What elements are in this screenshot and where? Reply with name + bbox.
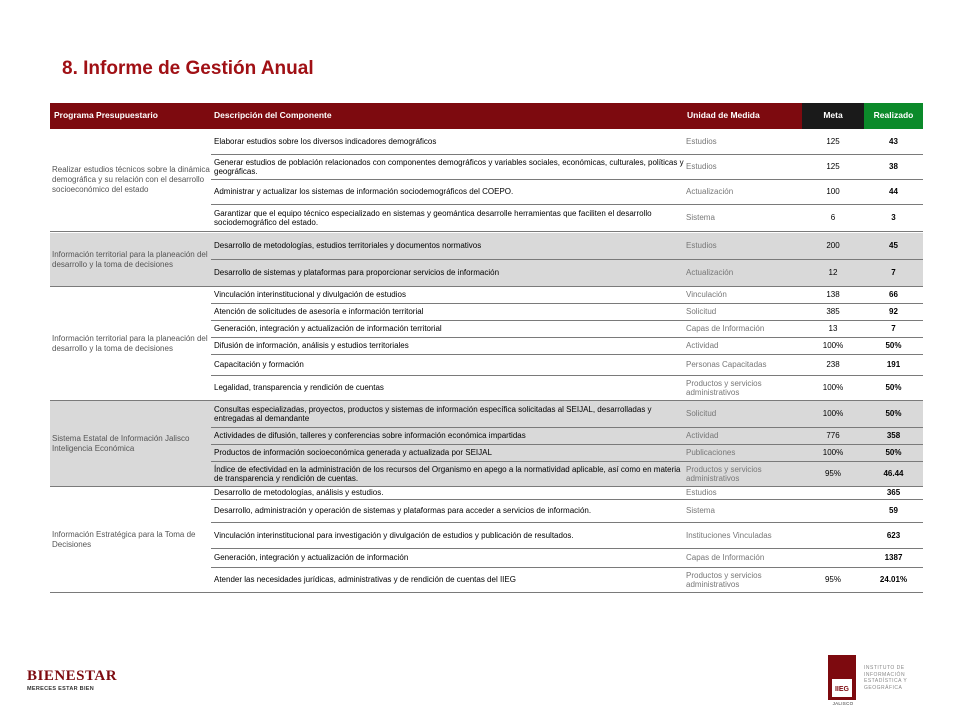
meta-value [802, 500, 864, 523]
component-description: Atención de solicitudes de asesoría e información territorial [211, 304, 684, 321]
iieg-state: JALISCO [832, 701, 854, 706]
component-description: Desarrollo de sistemas y plataformas para proporcionar servicios de información [211, 260, 684, 287]
meta-value: 238 [802, 355, 864, 376]
meta-value: 6 [802, 205, 864, 232]
component-description: Índice de efectividad en la administración de los recursos del Organismo en apego a la normatividad aplicable, así como en materia de transparencia y rendición de cuentas. [211, 462, 684, 487]
unit-of-measure: Capas de Información [684, 321, 802, 338]
realizado-value: 623 [864, 523, 923, 549]
meta-value [802, 523, 864, 549]
iieg-name-line: INFORMACIÓN [864, 671, 906, 678]
header-descripcion: Descripción del Componente [211, 103, 684, 129]
meta-value: 100% [802, 401, 864, 428]
page-title: 8. Informe de Gestión Anual [62, 58, 314, 79]
component-description: Desarrollo de metodologías, análisis y estudios. [211, 487, 684, 500]
meta-value: 385 [802, 304, 864, 321]
unit-of-measure: Sistema [684, 205, 802, 232]
unit-of-measure: Productos y servicios administrativos [684, 462, 802, 487]
meta-value: 100% [802, 376, 864, 401]
component-description: Atender las necesidades jurídicas, administrativas y de rendición de cuentas del IIEG [211, 568, 684, 593]
meta-value: 125 [802, 129, 864, 155]
component-description: Administrar y actualizar los sistemas de información sociodemográficos del COEPO. [211, 180, 684, 205]
realizado-value: 50% [864, 445, 923, 462]
realizado-value: 45 [864, 233, 923, 260]
realizado-value: 191 [864, 355, 923, 376]
component-description: Vinculación interinstitucional y divulgación de estudios [211, 287, 684, 304]
unit-of-measure: Actualización [684, 180, 802, 205]
component-description: Generar estudios de población relacionados con componentes demográficos y variables sociales, económicas, culturales, políticas y geográficas. [211, 155, 684, 180]
meta-value: 200 [802, 233, 864, 260]
header-realizado: Realizado [864, 103, 923, 129]
component-description: Difusión de información, análisis y estudios territoriales [211, 338, 684, 355]
realizado-value: 3 [864, 205, 923, 232]
realizado-value: 92 [864, 304, 923, 321]
realizado-value: 38 [864, 155, 923, 180]
program-cell: Información Estratégica para la Toma de Decisiones [50, 487, 211, 593]
meta-value: 95% [802, 462, 864, 487]
realizado-value: 24.01% [864, 568, 923, 593]
meta-value: 100% [802, 338, 864, 355]
component-description: Productos de información socioeconómica generada y actualizada por SEIJAL [211, 445, 684, 462]
realizado-value: 66 [864, 287, 923, 304]
unit-of-measure: Actividad [684, 338, 802, 355]
component-description: Capacitación y formación [211, 355, 684, 376]
iieg-logo [828, 655, 938, 710]
realizado-value: 50% [864, 401, 923, 428]
realizado-value: 43 [864, 129, 923, 155]
component-description: Garantizar que el equipo técnico especializado en sistemas y geomántica desarrolle herramientas que faciliten el desarrollo sociodemográfico del estado. [211, 205, 684, 232]
meta-value: 138 [802, 287, 864, 304]
unit-of-measure: Instituciones Vinculadas [684, 523, 802, 549]
bienestar-logo-subtitle: MERECES ESTAR BIEN [27, 686, 95, 692]
component-description: Actividades de difusión, talleres y conferencias sobre información económica impartidas [211, 428, 684, 445]
iieg-abbr: IIEG [834, 686, 849, 693]
unit-of-measure: Sistema [684, 500, 802, 523]
iieg-emblem-icon [828, 655, 856, 700]
unit-of-measure: Publicaciones [684, 445, 802, 462]
unit-of-measure: Productos y servicios administrativos [684, 376, 802, 401]
unit-of-measure: Estudios [684, 487, 802, 500]
unit-of-measure: Solicitud [684, 304, 802, 321]
component-description: Desarrollo de metodologías, estudios territoriales y documentos normativos [211, 233, 684, 260]
management-report-table [50, 103, 923, 604]
realizado-value: 365 [864, 487, 923, 500]
meta-value: 776 [802, 428, 864, 445]
unit-of-measure: Vinculación [684, 287, 802, 304]
unit-of-measure: Personas Capacitadas [684, 355, 802, 376]
unit-of-measure: Estudios [684, 155, 802, 180]
component-description: Elaborar estudios sobre los diversos indicadores demográficos [211, 129, 684, 155]
meta-value [802, 487, 864, 500]
unit-of-measure: Productos y servicios administrativos [684, 568, 802, 593]
component-description: Generación, integración y actualización de información [211, 549, 684, 568]
realizado-value: 50% [864, 338, 923, 355]
program-cell: Realizar estudios técnicos sobre la dinámica demográfica y su relación con el desarrollo socioeconómico del estado [50, 129, 211, 232]
meta-value [802, 549, 864, 568]
realizado-value: 358 [864, 428, 923, 445]
component-description: Legalidad, transparencia y rendición de cuentas [211, 376, 684, 401]
realizado-value: 50% [864, 376, 923, 401]
iieg-name-line: ESTADÍSTICA Y [864, 678, 908, 684]
component-description: Vinculación interinstitucional para investigación y divulgación de estudios y publicación de resultados. [211, 523, 684, 549]
meta-value: 100 [802, 180, 864, 205]
unit-of-measure: Solicitud [684, 401, 802, 428]
meta-value: 95% [802, 568, 864, 593]
iieg-name-line: INSTITUTO DE [864, 665, 905, 671]
component-description: Desarrollo, administración y operación de sistemas y plataformas para acceder a servicios de información. [211, 500, 684, 523]
bienestar-logo-text: BIENESTAR [27, 668, 118, 684]
bienestar-logo [27, 668, 117, 692]
iieg-name-line: GEOGRÁFICA [864, 684, 903, 691]
iieg-full-name [864, 665, 934, 691]
unit-of-measure: Capas de Información [684, 549, 802, 568]
realizado-value: 44 [864, 180, 923, 205]
unit-of-measure: Actualización [684, 260, 802, 287]
program-cell: Información territorial para la planeación del desarrollo y la toma de decisiones [50, 233, 211, 287]
header-programa: Programa Presupuestario [50, 103, 211, 129]
realizado-value: 7 [864, 321, 923, 338]
header-unidad: Unidad de Medida [684, 103, 802, 129]
header-meta: Meta [802, 103, 864, 129]
meta-value: 125 [802, 155, 864, 180]
component-description: Consultas especializadas, proyectos, productos y sistemas de información específica solicitadas al SEIJAL, desarrolladas y entregadas al demandante [211, 401, 684, 428]
meta-value: 13 [802, 321, 864, 338]
unit-of-measure: Estudios [684, 233, 802, 260]
unit-of-measure: Actividad [684, 428, 802, 445]
realizado-value: 1387 [864, 549, 923, 568]
unit-of-measure: Estudios [684, 129, 802, 155]
meta-value: 12 [802, 260, 864, 287]
realizado-value: 46.44 [864, 462, 923, 487]
realizado-value: 59 [864, 500, 923, 523]
component-description: Generación, integración y actualización de información territorial [211, 321, 684, 338]
realizado-value: 7 [864, 260, 923, 287]
program-cell: Información territorial para la planeación del desarrollo y la toma de decisiones [50, 287, 211, 401]
meta-value: 100% [802, 445, 864, 462]
program-cell: Sistema Estatal de Información Jalisco Inteligencia Económica [50, 401, 211, 487]
